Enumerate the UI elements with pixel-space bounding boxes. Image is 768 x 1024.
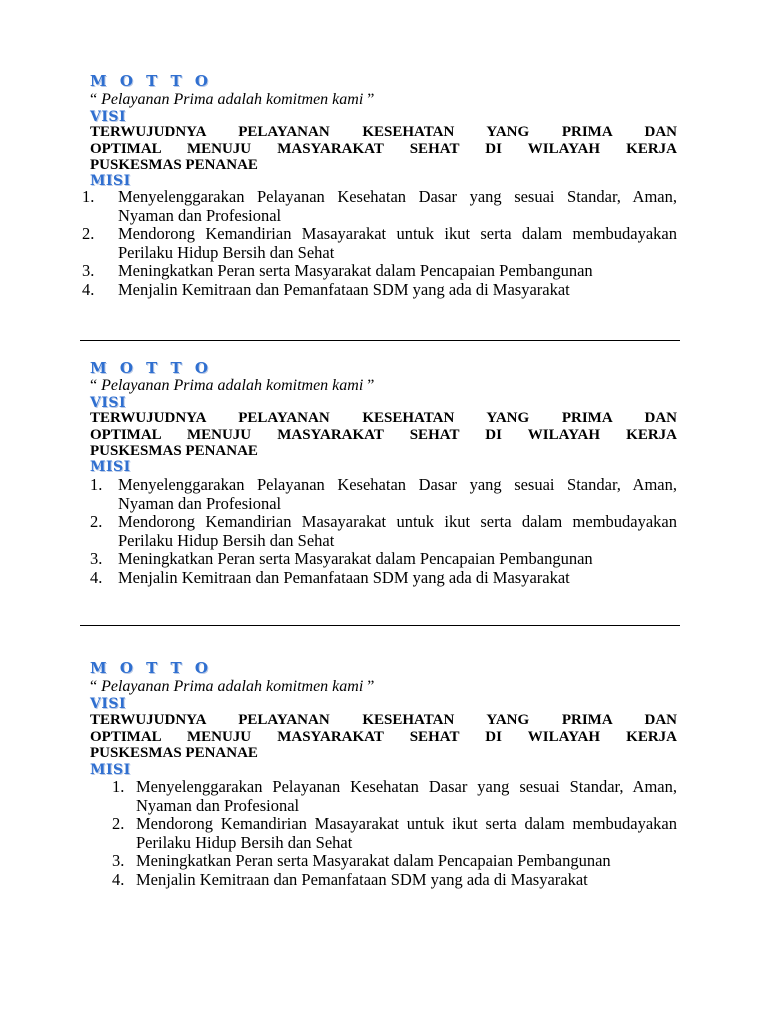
- open-quote: “: [90, 377, 98, 394]
- misi-item: 3. Meningkatkan Peran serta Masyarakat dalam Pencapaian Pembangunan: [90, 549, 593, 569]
- visi-line: PUSKESMAS PENANAE: [90, 443, 258, 460]
- close-quote: ”: [367, 91, 375, 108]
- divider: [80, 340, 680, 341]
- visi-heading: VISI: [90, 109, 127, 125]
- misi-item: 1. Menyelenggarakan Pelayanan Kesehatan Dasar yang sesuai Standar, Aman, Nyaman dan Profesional: [90, 475, 677, 513]
- misi-item: 2. Mendorong Kemandirian Masayarakat untuk ikut serta dalam membudayakan Perilaku Hidup Bersih dan Sehat: [112, 814, 677, 852]
- visi-text: [90, 124, 677, 174]
- motto-heading: M O T T O: [90, 72, 212, 90]
- misi-list: [112, 777, 677, 890]
- divider: [80, 625, 680, 626]
- visi-text: [90, 712, 677, 762]
- visi-heading: VISI: [90, 696, 127, 712]
- visi-line: OPTIMAL MENUJU MASYARAKAT SEHAT DI WILAYAH KERJA: [90, 728, 677, 745]
- misi-item: 4. Menjalin Kemitraan dan Pemanfataan SDM yang ada di Masyarakat: [112, 869, 588, 889]
- misi-item: 3. Meningkatkan Peran serta Masyarakat dalam Pencapaian Pembangunan: [82, 261, 593, 281]
- visi-line: OPTIMAL MENUJU MASYARAKAT SEHAT DI WILAYAH KERJA: [90, 426, 677, 443]
- misi-item: 3. Meningkatkan Peran serta Masyarakat dalam Pencapaian Pembangunan: [112, 851, 611, 871]
- misi-item: 4. Menjalin Kemitraan dan Pemanfataan SDM yang ada di Masyarakat: [82, 279, 570, 299]
- misi-item: 2. Mendorong Kemandirian Masayarakat untuk ikut serta dalam membudayakan Perilaku Hidup Bersih dan Sehat: [90, 512, 677, 550]
- misi-item: 4. Menjalin Kemitraan dan Pemanfataan SDM yang ada di Masyarakat: [90, 567, 570, 587]
- visi-line: PUSKESMAS PENANAE: [90, 157, 258, 174]
- misi-heading: MISI: [90, 762, 131, 778]
- misi-heading: MISI: [90, 173, 131, 189]
- motto-quote: [90, 678, 374, 696]
- visi-text: [90, 410, 677, 460]
- misi-item: 1. Menyelenggarakan Pelayanan Kesehatan Dasar yang sesuai Standar, Aman, Nyaman dan Profesional: [112, 777, 677, 815]
- motto-quote: [90, 377, 374, 395]
- visi-line: TERWUJUDNYA PELAYANAN KESEHATAN YANG PRIMA DAN: [90, 124, 677, 140]
- close-quote: ”: [367, 678, 375, 695]
- visi-line: TERWUJUDNYA PELAYANAN KESEHATAN YANG PRIMA DAN: [90, 712, 677, 728]
- open-quote: “: [90, 91, 98, 108]
- close-quote: ”: [367, 377, 375, 394]
- visi-line: OPTIMAL MENUJU MASYARAKAT SEHAT DI WILAYAH KERJA: [90, 140, 677, 157]
- visi-line: PUSKESMAS PENANAE: [90, 745, 258, 762]
- motto-text: Pelayanan Prima adalah komitmen kami: [101, 377, 364, 394]
- misi-list: [90, 475, 677, 588]
- visi-heading: VISI: [90, 395, 127, 411]
- motto-text: Pelayanan Prima adalah komitmen kami: [101, 91, 364, 108]
- open-quote: “: [90, 678, 98, 695]
- misi-heading: MISI: [90, 459, 131, 475]
- misi-list: [82, 187, 677, 300]
- visi-line: TERWUJUDNYA PELAYANAN KESEHATAN YANG PRIMA DAN: [90, 410, 677, 426]
- motto-quote: [90, 91, 374, 109]
- misi-item: 2. Mendorong Kemandirian Masayarakat untuk ikut serta dalam membudayakan Perilaku Hidup Bersih dan Sehat: [82, 224, 677, 262]
- motto-heading: M O T T O: [90, 659, 212, 677]
- motto-text: Pelayanan Prima adalah komitmen kami: [101, 678, 364, 695]
- misi-item: 1. Menyelenggarakan Pelayanan Kesehatan Dasar yang sesuai Standar, Aman, Nyaman dan Profesional: [82, 187, 677, 225]
- motto-heading: M O T T O: [90, 359, 212, 377]
